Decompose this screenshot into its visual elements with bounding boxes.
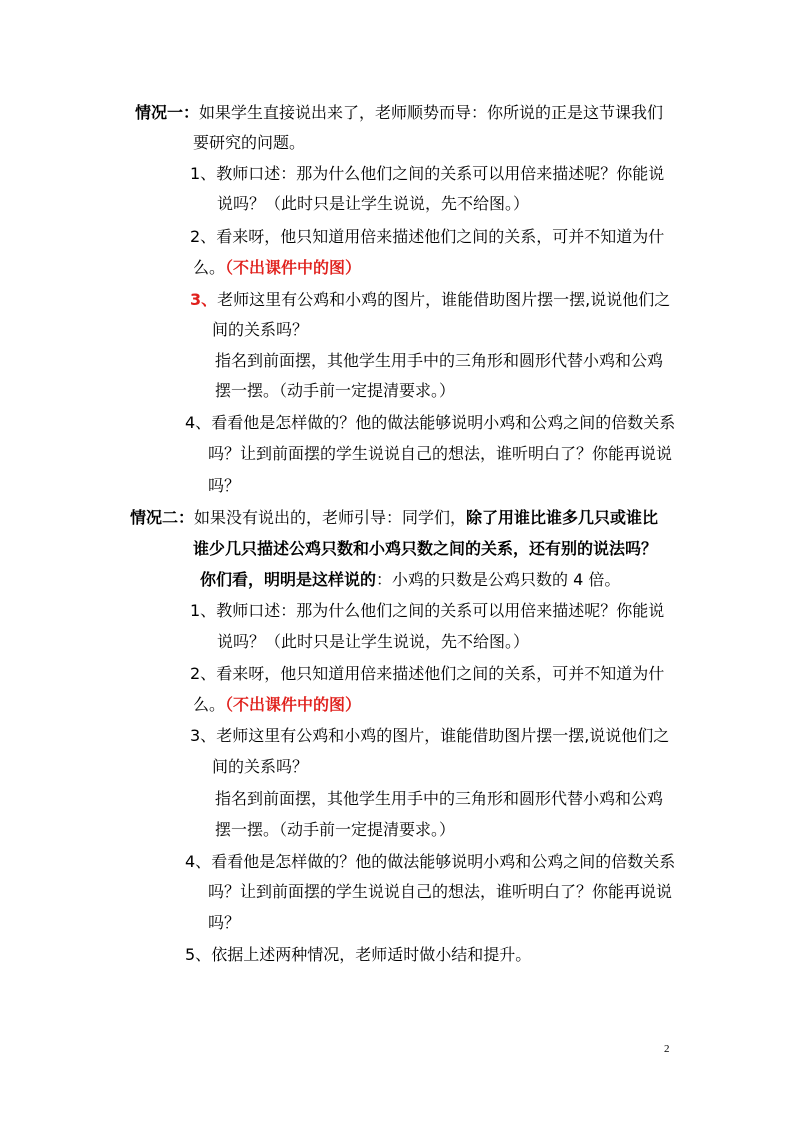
case2-step2-line-2 <box>193 695 361 715</box>
case2-step4-number: 4、 <box>185 852 212 871</box>
case2-step2-number: 2、 <box>190 664 217 683</box>
case1-step3-text-3: 指名到前面摆，其他学生用手中的三角形和圆形代替小鸡和公鸡 <box>215 351 664 370</box>
case1-step3-text-2: 间的关系吗？ <box>212 320 309 339</box>
case1-step2-text-2: 么。 <box>193 258 226 277</box>
case1-intro-text-2: 要研究的问题。 <box>193 133 306 152</box>
case1-step2-text-1: 看来呀，他只知道用倍来描述他们之间的关系，可并不知道为什 <box>216 227 665 246</box>
case1-step2-number: 2、 <box>190 227 217 246</box>
case2-step1-line-1 <box>190 601 664 621</box>
case1-line-1 <box>135 103 663 123</box>
case2-step4-text-3: 吗？ <box>208 913 241 932</box>
case2-step3-text-3: 指名到前面摆，其他学生用手中的三角形和圆形代替小鸡和公鸡 <box>215 789 664 808</box>
case2-intro-emphasis-1: 除了用谁比谁多几只或谁比 <box>466 508 659 527</box>
case1-step1-line-1 <box>190 164 664 184</box>
case2-step1-text-1: 教师口述：那为什么他们之间的关系可以用倍来描述呢？你能说 <box>216 601 665 620</box>
case1-step4-number: 4、 <box>185 413 212 432</box>
case2-step3-text-1: 老师这里有公鸡和小鸡的图片，谁能借助图片摆一摆,说说他们之 <box>216 726 670 745</box>
case2-step4-line-1 <box>185 852 675 872</box>
case2-step4-text-1: 看看他是怎样做的？他的做法能够说明小鸡和公鸡之间的倍数关系 <box>211 852 676 871</box>
case2-intro-text-3: ：小鸡的只数是公鸡只数的 4 倍。 <box>376 570 621 589</box>
case1-step2-line-1 <box>190 227 664 247</box>
case1-step4-line-1 <box>185 413 675 433</box>
case2-intro-text-1: 如果没有说出的，老师引导：同学们， <box>194 508 467 527</box>
case2-step5-number: 5、 <box>185 945 212 964</box>
case1-step1-number: 1、 <box>190 164 217 183</box>
case2-step1-number: 1、 <box>190 601 217 620</box>
case1-step1-text-2: 说吗？（此时只是让学生说说，先不给图。） <box>217 194 530 213</box>
case1-step2-note: （不出课件中的图） <box>225 258 362 277</box>
case2-step3-text-4: 摆一摆。（动手前一定提清要求。） <box>215 820 456 839</box>
case2-intro-emphasis-3: 你们看，明明是这样说的 <box>200 570 377 589</box>
case2-line-1 <box>130 508 658 528</box>
case2-step4-text-2: 吗？让到前面摆的学生说说自己的想法，谁听明白了？你能再说说 <box>208 882 673 901</box>
case1-step4-text-3: 吗？ <box>208 476 241 495</box>
case1-intro-text-1: 如果学生直接说出来了，老师顺势而导：你所说的正是这节课我们 <box>199 103 664 122</box>
case2-step2-note: （不出课件中的图） <box>225 695 362 714</box>
case2-step5-text-1: 依据上述两种情况，老师适时做小结和提升。 <box>211 945 532 964</box>
case2-step3-text-2: 间的关系吗？ <box>212 757 309 776</box>
case2-step2-text-2: 么。 <box>193 695 226 714</box>
case1-step4-text-1: 看看他是怎样做的？他的做法能够说明小鸡和公鸡之间的倍数关系 <box>211 413 676 432</box>
case2-step2-line-1 <box>190 664 664 684</box>
case1-step3-number: 3、 <box>190 290 218 309</box>
case2-step5-line-1 <box>185 945 531 965</box>
page-number: 2 <box>664 1043 670 1055</box>
case2-step3-number: 3、 <box>190 726 217 745</box>
case2-step1-text-2: 说吗？（此时只是让学生说说，先不给图。） <box>217 632 530 651</box>
case1-step1-text-1: 教师口述：那为什么他们之间的关系可以用倍来描述呢？你能说 <box>216 164 665 183</box>
case2-heading: 情况二： <box>130 508 195 527</box>
case1-step3-line-1 <box>190 290 670 310</box>
case1-heading: 情况一： <box>135 103 200 122</box>
case2-intro-emphasis-2: 谁少几只描述公鸡只数和小鸡只数之间的关系，还有别的说法吗？ <box>193 539 658 558</box>
case1-step2-line-2 <box>193 258 361 278</box>
case2-step2-text-1: 看来呀，他只知道用倍来描述他们之间的关系，可并不知道为什 <box>216 664 665 683</box>
case1-step3-text-4: 摆一摆。（动手前一定提清要求。） <box>215 381 456 400</box>
case2-step3-line-1 <box>190 726 669 746</box>
case2-line-3 <box>200 570 620 590</box>
case1-step4-text-2: 吗？让到前面摆的学生说说自己的想法，谁听明白了？你能再说说 <box>208 444 673 463</box>
case1-step3-text-1: 老师这里有公鸡和小鸡的图片，谁能借助图片摆一摆,说说他们之 <box>217 290 671 309</box>
